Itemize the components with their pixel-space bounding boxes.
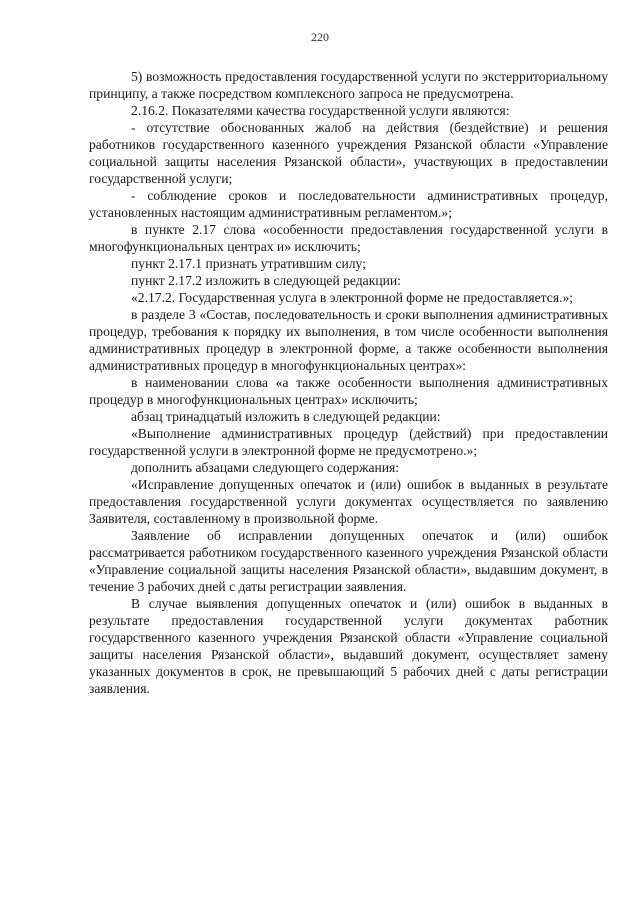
paragraph: пункт 2.17.2 изложить в следующей редакции: (131, 273, 401, 288)
paragraph: 5) возможность предоставления государственной услуги по экстерриториальному принципу, а также посредством комплексного запроса не предусмотрена. (89, 69, 608, 101)
paragraph: абзац тринадцатый изложить в следующей редакции: (131, 409, 441, 424)
paragraph: в пункте 2.17 слова «особенности предоставления государственной услуги в многофункциональных центрах и» исключить; (89, 222, 608, 254)
paragraph: «Исправление допущенных опечаток и (или) ошибок в выданных в результате предоставления государственной услуги документах осуществляется по заявлению Заявителя, составленному в произвольной форме. (89, 477, 608, 526)
paragraph: дополнить абзацами следующего содержания: (131, 460, 400, 475)
paragraph: - отсутствие обоснованных жалоб на действия (бездействие) и решения работников государственного казенного учреждения Рязанской области «Управление социальной защиты населения Рязанской области», участвующих в предоставлении государственной услуги; (89, 120, 608, 186)
paragraph: пункт 2.17.1 признать утратившим силу; (131, 256, 366, 271)
paragraph: в разделе 3 «Состав, последовательность и сроки выполнения административных процедур, требования к порядку их выполнения, в том числе особенности выполнения административных процедур в электронной форме, а также особенности выполнения административных процедур в многофункциональных центрах»: (89, 307, 608, 373)
body-text (89, 68, 608, 697)
paragraph: - соблюдение сроков и последовательности административных процедур, установленных настоящим административным регламентом.»; (89, 188, 608, 220)
paragraph: в наименовании слова «а также особенности выполнения административных процедур в многофункциональных центрах» исключить; (89, 375, 608, 407)
paragraph: «Выполнение административных процедур (действий) при предоставлении государственной услуги в электронной форме не предусмотрено.»; (89, 426, 608, 458)
page-number: 220 (311, 30, 329, 44)
paragraph: Заявление об исправлении допущенных опечаток и (или) ошибок рассматривается работником государственного казенного учреждения Рязанской области «Управление социальной защиты населения Рязанской области», выдавшим документ, в течение 3 рабочих дней с даты регистрации заявления. (89, 528, 608, 594)
paragraph: 2.16.2. Показателями качества государственной услуги являются: (131, 103, 510, 118)
paragraph: В случае выявления допущенных опечаток и (или) ошибок в выданных в результате предоставления государственной услуги документах работник государственного казенного учреждения Рязанской области «Управление социальной защиты населения Рязанской области», выдавший документ, осуществляет замену указанных документов в срок, не превышающий 5 рабочих дней с даты регистрации заявления. (89, 596, 608, 696)
paragraph: «2.17.2. Государственная услуга в электронной форме не предоставляется.»; (131, 290, 574, 305)
